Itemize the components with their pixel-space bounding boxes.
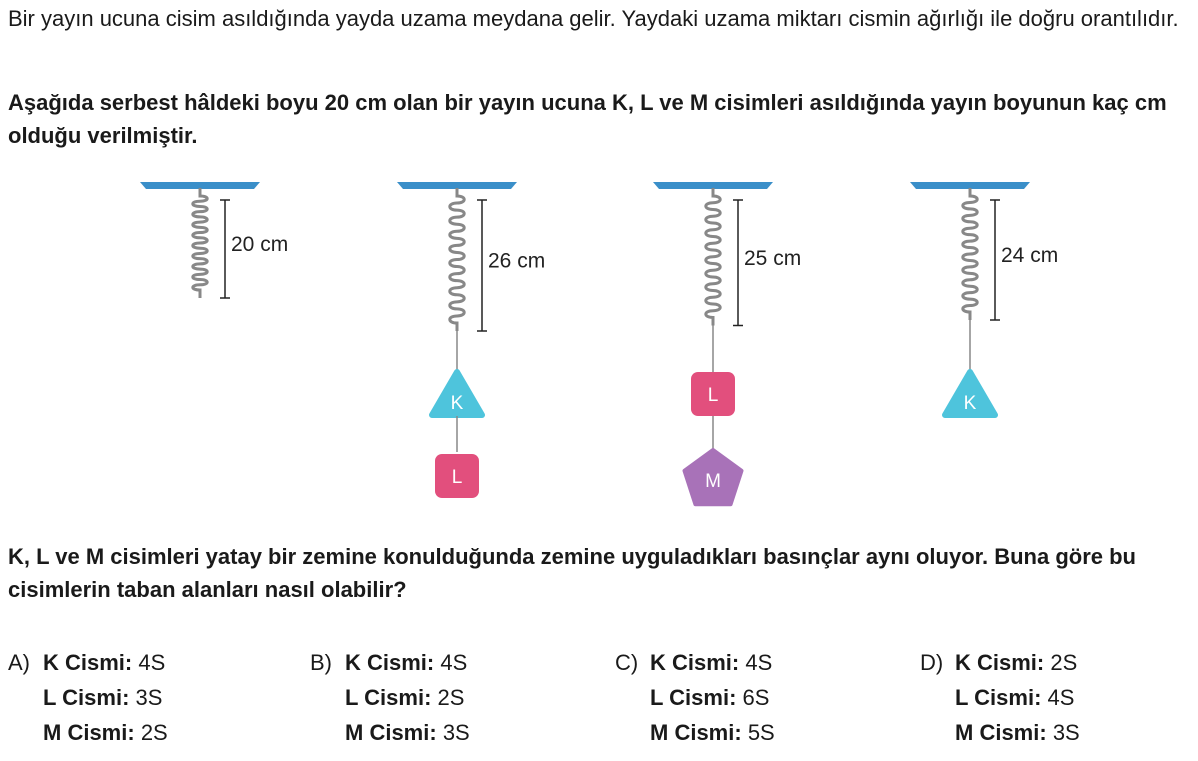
option-b-m-name: M Cismi: [345,720,437,745]
option-b-letter: B) [310,650,332,675]
object-L-label-2: L [707,385,719,406]
length-label-2: 25 cm [744,246,802,270]
question-text: K, L ve M cisimleri yatay bir zemine konulduğunda zemine uyguladıkları basınçlar aynı oluyor. Buna göre bu cisimlerin taban alanları nasıl olabilir? [8,544,1136,602]
length-label-3: 24 cm [1001,244,1059,267]
option-d-letter: D) [920,650,944,675]
option-b-k [345,645,470,680]
option-d-m [955,715,1080,750]
option-a-l-value: 3S [135,685,163,710]
object-K-label-3: K [963,393,977,414]
option-b-m [345,715,470,750]
option-b-k-value: 4S [440,650,468,675]
spring-3 [963,188,977,320]
option-b-l [345,680,470,715]
object-K-label-1: K [450,393,464,414]
option-b-k-name: K Cismi: [345,650,435,675]
length-label-0: 20 cm [231,233,289,256]
object-M-label-2: M [705,471,721,492]
option-c-k-name: K Cismi: [650,650,740,675]
ceiling-1 [397,182,517,189]
option-a-letter: A) [8,650,30,675]
option-c-l [650,680,775,715]
option-c-letter: C) [615,650,639,675]
option-c-m-name: M Cismi: [650,720,742,745]
option-a-k-value: 4S [138,650,166,675]
option-c-k-value: 4S [745,650,773,675]
option-b-l-name: L Cismi: [345,685,432,710]
option-d-k-value: 2S [1050,650,1078,675]
option-a-m [43,715,168,750]
option-d-k [955,645,1080,680]
option-a-k [43,645,168,680]
option-c-k [650,645,775,680]
option-d-l [955,680,1080,715]
setup-text: Aşağıda serbest hâldeki boyu 20 cm olan bir yayın ucuna K, L ve M cisimleri asıldığında yayın boyunun kaç cm olduğu verilmiştir. [8,90,1167,148]
ceiling-0 [140,182,260,189]
option-a-m-name: M Cismi: [43,720,135,745]
option-d-m-name: M Cismi: [955,720,1047,745]
ceiling-2 [653,182,773,189]
option-b-l-value: 2S [437,685,465,710]
ceiling-3 [910,182,1030,189]
option-d-l-name: L Cismi: [955,685,1042,710]
option-c-m [650,715,775,750]
option-d-m-value: 3S [1052,720,1080,745]
option-b-m-value: 3S [442,720,470,745]
option-d-k-name: K Cismi: [955,650,1045,675]
option-a-l-name: L Cismi: [43,685,130,710]
spring-figure [0,170,1198,520]
option-c-l-name: L Cismi: [650,685,737,710]
intro-text: Bir yayın ucuna cisim asıldığında yayda uzama meydana gelir. Yaydaki uzama miktarı cismin ağırlığı ile doğru orantılıdır. [8,6,1179,31]
length-label-1: 26 cm [488,249,546,273]
option-a-m-value: 2S [140,720,168,745]
object-L-label-1: L [451,467,463,488]
option-d-l-value: 4S [1047,685,1075,710]
option-a-k-name: K Cismi: [43,650,133,675]
spring-0 [193,188,207,298]
option-c-m-value: 5S [747,720,775,745]
spring-2 [706,188,720,326]
spring-1 [450,188,464,331]
option-c-l-value: 6S [742,685,770,710]
option-a-l [43,680,168,715]
